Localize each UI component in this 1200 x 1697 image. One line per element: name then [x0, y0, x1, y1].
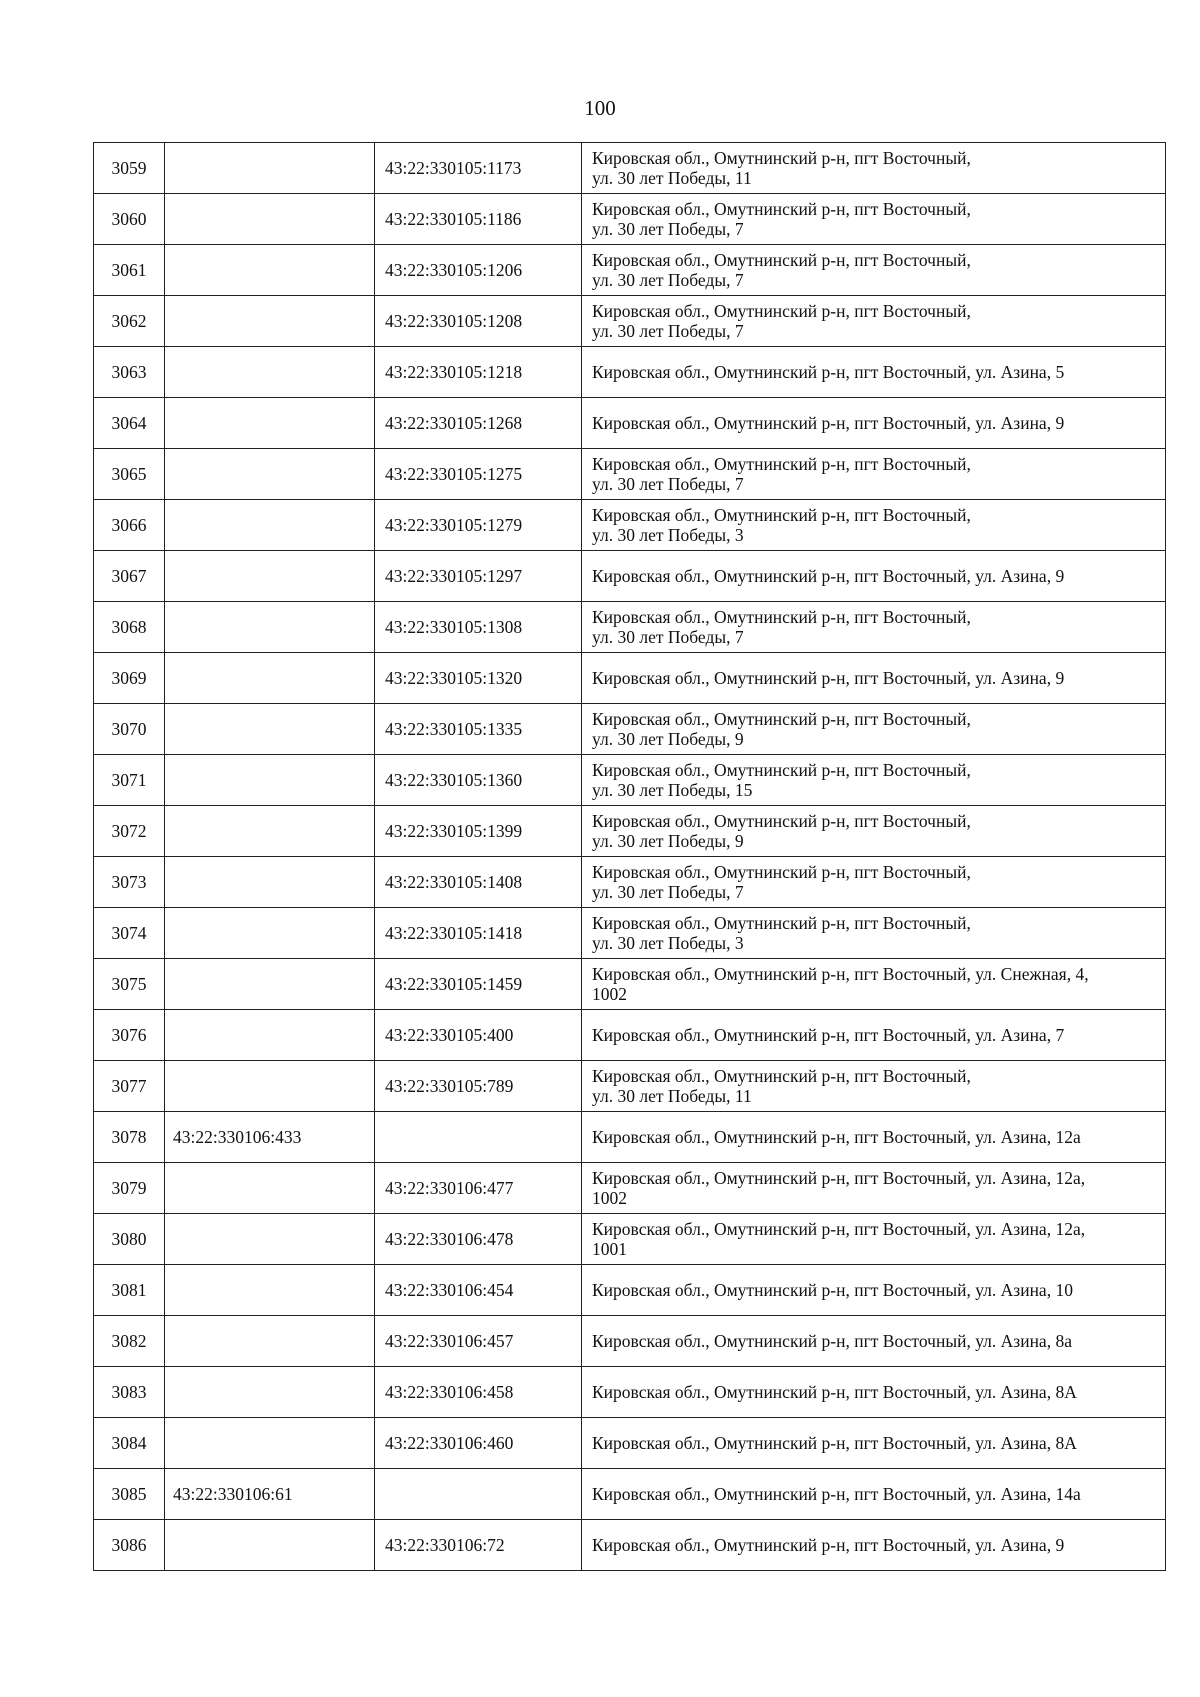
address-line: Кировская обл., Омутнинский р-н, пгт Восточный, [592, 454, 971, 474]
address-cell [582, 398, 1166, 449]
address-line: ул. 30 лет Победы, 9 [592, 729, 744, 749]
row-number-cell: 3070 [94, 704, 165, 755]
cadastral-number-b-cell: 43:22:330105:1173 [375, 143, 582, 194]
address-line: ул. 30 лет Победы, 3 [592, 525, 744, 545]
address-cell [582, 1265, 1166, 1316]
row-number-cell: 3076 [94, 1010, 165, 1061]
cadastral-number-a-cell [165, 1520, 375, 1571]
table-row [94, 347, 1166, 398]
row-number-cell: 3068 [94, 602, 165, 653]
cadastral-number-a-cell [165, 704, 375, 755]
address-line: Кировская обл., Омутнинский р-н, пгт Восточный, [592, 1066, 971, 1086]
cadastral-number-a-cell [165, 245, 375, 296]
address-cell [582, 704, 1166, 755]
address-line: Кировская обл., Омутнинский р-н, пгт Восточный, [592, 250, 971, 270]
cadastral-number-a-cell [165, 1214, 375, 1265]
row-number-cell: 3077 [94, 1061, 165, 1112]
table-row [94, 602, 1166, 653]
address-cell [582, 1010, 1166, 1061]
cadastral-number-b-cell: 43:22:330105:1308 [375, 602, 582, 653]
cadastral-number-b-cell: 43:22:330105:400 [375, 1010, 582, 1061]
row-number-cell: 3074 [94, 908, 165, 959]
table-row [94, 1112, 1166, 1163]
address-line: Кировская обл., Омутнинский р-н, пгт Восточный, ул. Азина, 7 [592, 1025, 1065, 1045]
address-cell [582, 959, 1166, 1010]
table-row [94, 1061, 1166, 1112]
cadastral-number-b-cell: 43:22:330105:1208 [375, 296, 582, 347]
cadastral-number-a-cell [165, 1367, 375, 1418]
address-line: ул. 30 лет Победы, 7 [592, 219, 744, 239]
cadastral-number-b-cell: 43:22:330105:1320 [375, 653, 582, 704]
table-row [94, 194, 1166, 245]
address-cell [582, 245, 1166, 296]
table-row [94, 755, 1166, 806]
address-line: ул. 30 лет Победы, 7 [592, 270, 744, 290]
address-cell [582, 806, 1166, 857]
cadastral-number-b-cell: 43:22:330106:458 [375, 1367, 582, 1418]
row-number-cell: 3083 [94, 1367, 165, 1418]
table-row [94, 1316, 1166, 1367]
cadastral-number-a-cell [165, 908, 375, 959]
row-number-cell: 3061 [94, 245, 165, 296]
address-line: ул. 30 лет Победы, 11 [592, 1086, 752, 1106]
address-line: 1002 [592, 984, 627, 1004]
row-number-cell: 3082 [94, 1316, 165, 1367]
cadastral-number-b-cell: 43:22:330106:72 [375, 1520, 582, 1571]
cadastral-number-a-cell [165, 1265, 375, 1316]
address-cell [582, 1469, 1166, 1520]
table-row [94, 806, 1166, 857]
cadastral-number-a-cell [165, 143, 375, 194]
cadastral-number-b-cell: 43:22:330105:1206 [375, 245, 582, 296]
cadastral-number-b-cell: 43:22:330105:1297 [375, 551, 582, 602]
row-number-cell: 3079 [94, 1163, 165, 1214]
cadastral-number-b-cell: 43:22:330105:1408 [375, 857, 582, 908]
row-number-cell: 3066 [94, 500, 165, 551]
cadastral-number-a-cell [165, 449, 375, 500]
cadastral-number-a-cell [165, 398, 375, 449]
address-line: ул. 30 лет Победы, 7 [592, 627, 744, 647]
row-number-cell: 3067 [94, 551, 165, 602]
table-row [94, 704, 1166, 755]
address-line: Кировская обл., Омутнинский р-н, пгт Восточный, [592, 505, 971, 525]
cadastral-number-b-cell: 43:22:330105:1218 [375, 347, 582, 398]
address-line: Кировская обл., Омутнинский р-н, пгт Восточный, [592, 199, 971, 219]
address-line: Кировская обл., Омутнинский р-н, пгт Восточный, [592, 760, 971, 780]
cadastral-number-b-cell: 43:22:330105:1335 [375, 704, 582, 755]
table-row [94, 1010, 1166, 1061]
address-line: Кировская обл., Омутнинский р-н, пгт Восточный, ул. Азина, 12а, [592, 1168, 1086, 1188]
table-row [94, 857, 1166, 908]
address-line: ул. 30 лет Победы, 15 [592, 780, 753, 800]
cadastral-number-b-cell: 43:22:330105:1268 [375, 398, 582, 449]
address-line: Кировская обл., Омутнинский р-н, пгт Восточный, ул. Азина, 14а [592, 1484, 1081, 1504]
cadastral-number-b-cell: 43:22:330106:477 [375, 1163, 582, 1214]
row-number-cell: 3080 [94, 1214, 165, 1265]
cadastral-number-a-cell [165, 602, 375, 653]
address-cell [582, 449, 1166, 500]
table-row [94, 653, 1166, 704]
table-row [94, 1418, 1166, 1469]
address-line: ул. 30 лет Победы, 7 [592, 474, 744, 494]
address-cell [582, 1520, 1166, 1571]
address-line: Кировская обл., Омутнинский р-н, пгт Восточный, [592, 862, 971, 882]
table-row [94, 1367, 1166, 1418]
address-cell [582, 194, 1166, 245]
row-number-cell: 3075 [94, 959, 165, 1010]
address-cell [582, 1112, 1166, 1163]
address-line: Кировская обл., Омутнинский р-н, пгт Восточный, [592, 301, 971, 321]
row-number-cell: 3071 [94, 755, 165, 806]
cadastral-number-a-cell [165, 551, 375, 602]
address-line: Кировская обл., Омутнинский р-н, пгт Восточный, [592, 709, 971, 729]
row-number-cell: 3081 [94, 1265, 165, 1316]
cadastral-number-b-cell: 43:22:330106:454 [375, 1265, 582, 1316]
row-number-cell: 3073 [94, 857, 165, 908]
cadastral-number-a-cell [165, 857, 375, 908]
cadastral-number-b-cell: 43:22:330106:457 [375, 1316, 582, 1367]
row-number-cell: 3078 [94, 1112, 165, 1163]
cadastral-number-b-cell: 43:22:330105:1418 [375, 908, 582, 959]
table-row [94, 959, 1166, 1010]
cadastral-number-a-cell [165, 653, 375, 704]
cadastral-number-a-cell [165, 1163, 375, 1214]
address-cell [582, 1163, 1166, 1214]
address-cell [582, 1367, 1166, 1418]
cadastral-number-a-cell [165, 296, 375, 347]
table-row [94, 1265, 1166, 1316]
address-cell [582, 1316, 1166, 1367]
table-row [94, 143, 1166, 194]
address-cell [582, 1061, 1166, 1112]
cadastral-number-a-cell [165, 194, 375, 245]
cadastral-number-a-cell [165, 755, 375, 806]
cadastral-number-a-cell [165, 1061, 375, 1112]
cadastral-number-a-cell [165, 959, 375, 1010]
address-line: ул. 30 лет Победы, 7 [592, 882, 744, 902]
address-line: Кировская обл., Омутнинский р-н, пгт Восточный, ул. Азина, 8а [592, 1331, 1072, 1351]
table-row [94, 296, 1166, 347]
row-number-cell: 3064 [94, 398, 165, 449]
address-cell [582, 551, 1166, 602]
page-number: 100 [584, 96, 616, 120]
cadastral-number-a-cell [165, 1316, 375, 1367]
table-row [94, 1214, 1166, 1265]
row-number-cell: 3086 [94, 1520, 165, 1571]
address-line: ул. 30 лет Победы, 3 [592, 933, 744, 953]
address-cell [582, 143, 1166, 194]
cadastral-number-b-cell [375, 1112, 582, 1163]
address-line: Кировская обл., Омутнинский р-н, пгт Восточный, ул. Азина, 10 [592, 1280, 1073, 1300]
address-cell [582, 755, 1166, 806]
cadastral-number-a-cell [165, 500, 375, 551]
cadastral-number-b-cell: 43:22:330105:1275 [375, 449, 582, 500]
address-line: Кировская обл., Омутнинский р-н, пгт Восточный, ул. Азина, 12а, [592, 1219, 1086, 1239]
table-row [94, 1520, 1166, 1571]
address-line: 1002 [592, 1188, 627, 1208]
table-row [94, 449, 1166, 500]
address-cell [582, 602, 1166, 653]
address-cell [582, 296, 1166, 347]
table-row [94, 1469, 1166, 1520]
row-number-cell: 3059 [94, 143, 165, 194]
address-line: Кировская обл., Омутнинский р-н, пгт Восточный, ул. Азина, 8А [592, 1382, 1077, 1402]
cadastral-number-b-cell: 43:22:330106:478 [375, 1214, 582, 1265]
address-line: Кировская обл., Омутнинский р-н, пгт Восточный, [592, 913, 971, 933]
cadastral-number-a-cell [165, 347, 375, 398]
address-line: Кировская обл., Омутнинский р-н, пгт Восточный, ул. Снежная, 4, [592, 964, 1089, 984]
cadastral-number-b-cell [375, 1469, 582, 1520]
address-line: Кировская обл., Омутнинский р-н, пгт Восточный, ул. Азина, 9 [592, 566, 1065, 586]
cadastral-table [93, 142, 1166, 1571]
table-body [94, 143, 1166, 1571]
table-row [94, 500, 1166, 551]
row-number-cell: 3063 [94, 347, 165, 398]
address-cell [582, 500, 1166, 551]
address-line: Кировская обл., Омутнинский р-н, пгт Восточный, [592, 811, 971, 831]
row-number-cell: 3085 [94, 1469, 165, 1520]
row-number-cell: 3072 [94, 806, 165, 857]
table-row [94, 245, 1166, 296]
address-cell [582, 1214, 1166, 1265]
row-number-cell: 3060 [94, 194, 165, 245]
address-line: ул. 30 лет Победы, 9 [592, 831, 744, 851]
address-line: Кировская обл., Омутнинский р-н, пгт Восточный, ул. Азина, 9 [592, 413, 1065, 433]
address-line: ул. 30 лет Победы, 11 [592, 168, 752, 188]
cadastral-number-b-cell: 43:22:330105:1459 [375, 959, 582, 1010]
cadastral-number-a-cell: 43:22:330106:433 [165, 1112, 375, 1163]
table-row [94, 551, 1166, 602]
cadastral-number-a-cell [165, 1010, 375, 1061]
cadastral-number-a-cell [165, 806, 375, 857]
row-number-cell: 3069 [94, 653, 165, 704]
address-line: Кировская обл., Омутнинский р-н, пгт Восточный, [592, 607, 971, 627]
cadastral-number-a-cell: 43:22:330106:61 [165, 1469, 375, 1520]
address-cell [582, 1418, 1166, 1469]
address-line: Кировская обл., Омутнинский р-н, пгт Восточный, ул. Азина, 9 [592, 1535, 1065, 1555]
cadastral-number-b-cell: 43:22:330105:1279 [375, 500, 582, 551]
address-line: Кировская обл., Омутнинский р-н, пгт Восточный, ул. Азина, 8А [592, 1433, 1077, 1453]
address-line: 1001 [592, 1239, 627, 1259]
cadastral-number-a-cell [165, 1418, 375, 1469]
table-row [94, 908, 1166, 959]
cadastral-number-b-cell: 43:22:330105:1186 [375, 194, 582, 245]
address-line: Кировская обл., Омутнинский р-н, пгт Восточный, ул. Азина, 5 [592, 362, 1065, 382]
cadastral-number-b-cell: 43:22:330105:789 [375, 1061, 582, 1112]
address-line: Кировская обл., Омутнинский р-н, пгт Восточный, ул. Азина, 12а [592, 1127, 1081, 1147]
address-cell [582, 347, 1166, 398]
address-line: Кировская обл., Омутнинский р-н, пгт Восточный, ул. Азина, 9 [592, 668, 1065, 688]
row-number-cell: 3065 [94, 449, 165, 500]
cadastral-number-b-cell: 43:22:330106:460 [375, 1418, 582, 1469]
address-cell [582, 653, 1166, 704]
address-cell [582, 857, 1166, 908]
cadastral-number-b-cell: 43:22:330105:1360 [375, 755, 582, 806]
cadastral-number-b-cell: 43:22:330105:1399 [375, 806, 582, 857]
table-row [94, 1163, 1166, 1214]
address-cell [582, 908, 1166, 959]
address-line: ул. 30 лет Победы, 7 [592, 321, 744, 341]
address-line: Кировская обл., Омутнинский р-н, пгт Восточный, [592, 148, 971, 168]
row-number-cell: 3062 [94, 296, 165, 347]
row-number-cell: 3084 [94, 1418, 165, 1469]
table-row [94, 398, 1166, 449]
